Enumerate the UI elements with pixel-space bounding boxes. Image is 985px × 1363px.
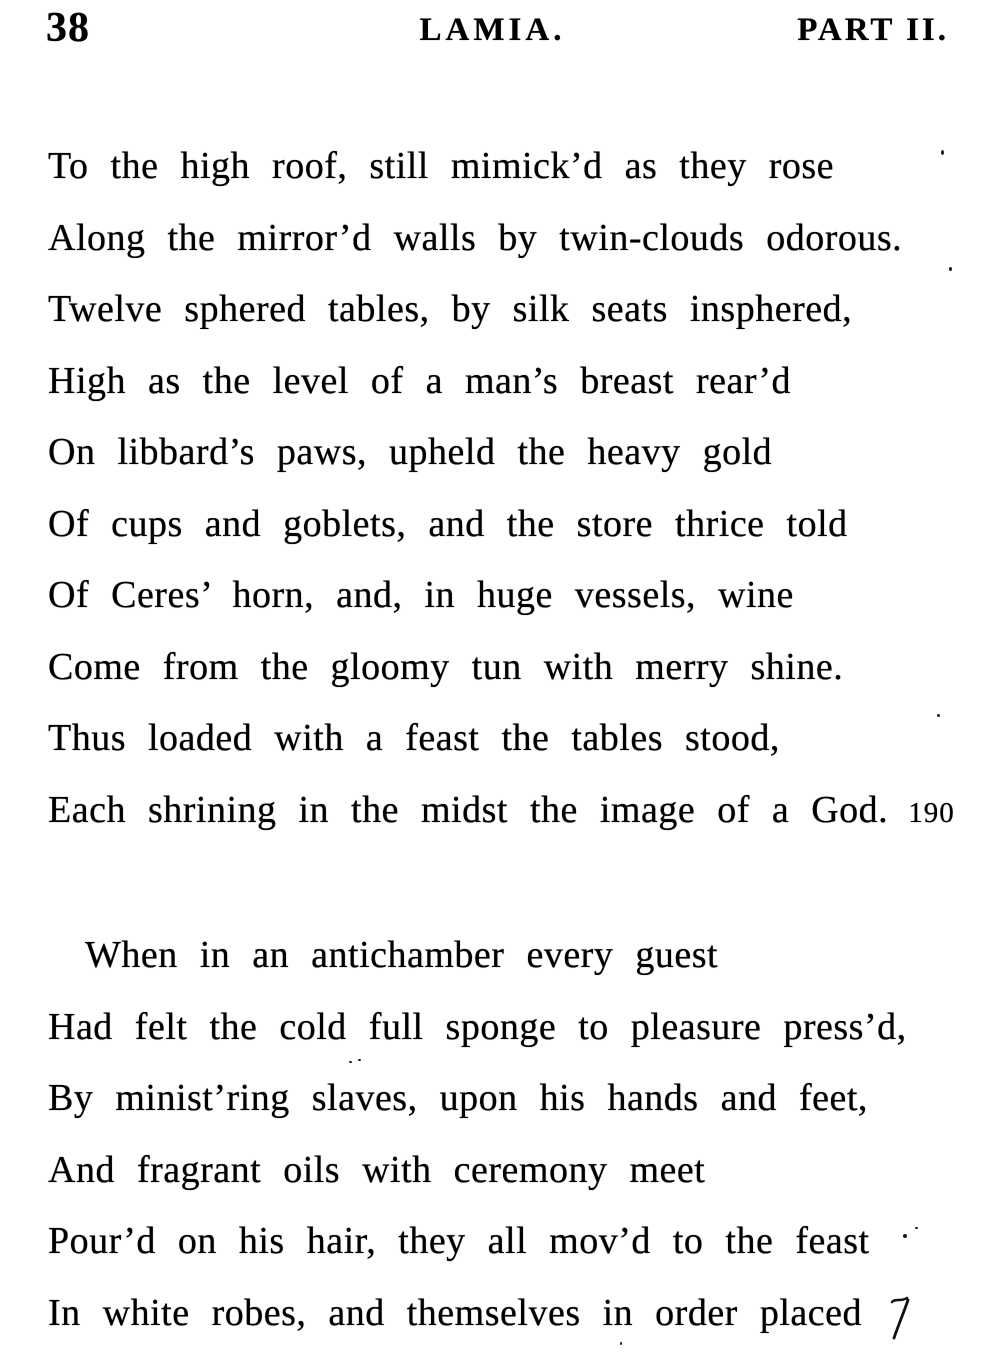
poem-line: Of Ceres’ horn, and, in huge vessels, wine (48, 574, 794, 616)
poem-line: On libbard’s paws, upheld the heavy gold (48, 431, 773, 473)
ink-speck (949, 267, 952, 271)
poem-line: And fragrant oils with ceremony meet (48, 1148, 706, 1191)
poem-line: By minist’ring slaves, upon his hands and feet, (48, 1077, 868, 1119)
page-number: 38 (46, 5, 90, 51)
ink-speck (349, 1061, 352, 1063)
poem-line: Thus loaded with a feast the tables stood, (48, 717, 780, 759)
poem-line: Pour’d on his hair, they all mov’d to the feast (48, 1220, 870, 1262)
part-label: PART II. (797, 12, 949, 48)
poem-line-with-number (48, 775, 957, 847)
ink-speck (937, 714, 940, 717)
ink-speck (903, 1234, 907, 1238)
poem-text (48, 131, 957, 1349)
ink-speck (358, 1059, 361, 1061)
poem-line: To the high roof, still mimick’d as they rose (48, 145, 835, 187)
poem-line-text: Each shrining in the midst the image of a God. (48, 788, 889, 831)
poem-line: Of cups and goblets, and the store thrice told (48, 502, 848, 545)
poem-line: Along the mirror’d walls by twin-clouds odorous. (48, 216, 903, 259)
verse-line-number: 190 (908, 796, 955, 829)
poem-line: When in an antichamber every guest (85, 934, 719, 976)
poem-line: High as the level of a man’s breast rear’d (48, 359, 792, 402)
poem-line: Had felt the cold full sponge to pleasure press’d, (48, 1005, 907, 1048)
stanza-break (48, 846, 957, 920)
poem-line: In white robes, and themselves in order placed (48, 1291, 862, 1334)
ink-speck (941, 150, 944, 155)
poem-line: Twelve sphered tables, by silk seats insphered, (48, 288, 853, 330)
ink-speck (620, 1342, 622, 1345)
ink-speck (915, 1227, 918, 1229)
stray-pen-mark-icon (888, 1292, 914, 1344)
running-title: LAMIA. (419, 12, 566, 48)
poem-line: Come from the gloomy tun with merry shine. (48, 645, 844, 688)
